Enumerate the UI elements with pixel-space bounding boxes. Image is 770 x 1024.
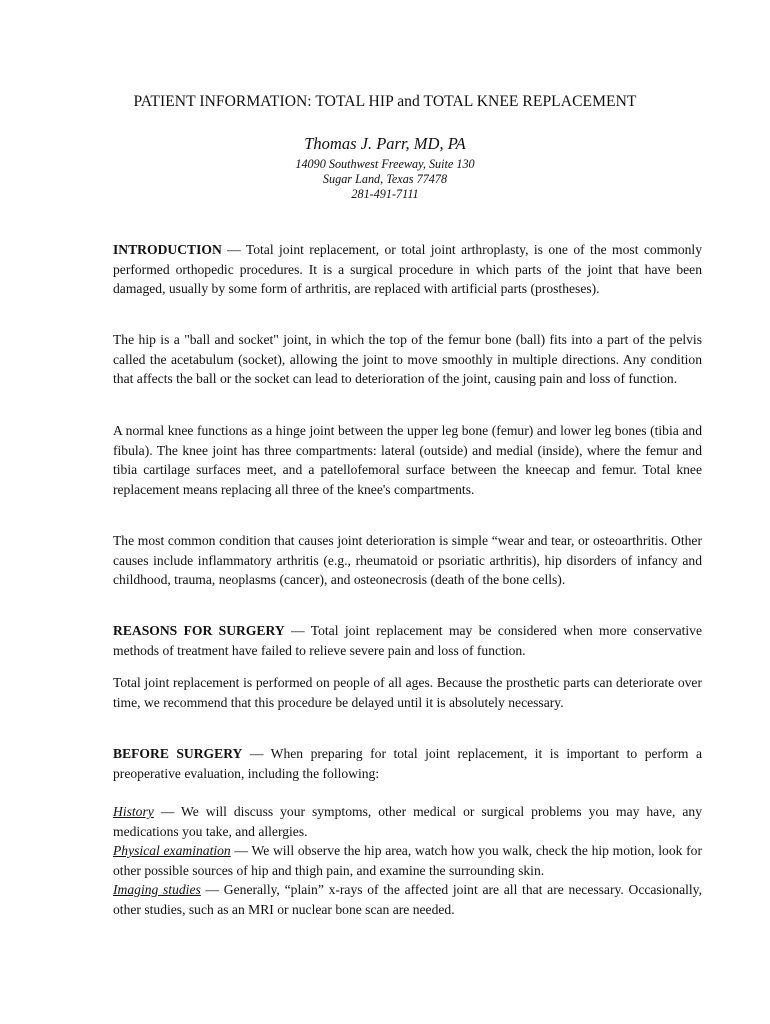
introduction-text: — Total joint replacement, or total joint arthroplasty, is one of the most commonly performed orthopedic procedures. It is a surgical procedure in which parts of the joint that have been damaged, usually by some form of arthritis, are replaced with artificial parts (prostheses). [113,242,702,297]
reasons-heading: REASONS FOR SURGERY [113,623,285,638]
imaging-text: — Generally, “plain” x-rays of the affected joint are all that are necessary. Occasionally, other studies, such as an MRI or nuclear bone scan are needed. [113,882,702,917]
address-line-1: 14090 Southwest Freeway, Suite 130 [295,157,475,171]
address-line-2: Sugar Land, Texas 77478 [322,172,448,186]
author-name: Thomas J. Parr, MD, PA [304,134,466,153]
reasons-paragraph [113,621,702,660]
document-title: PATIENT INFORMATION: TOTAL HIP and TOTAL KNEE REPLACEMENT [133,93,637,110]
before-surgery-paragraph [113,744,702,783]
before-surgery-text: — When preparing for total joint replacement, it is important to perform a preoperative evaluation, including the following: [113,746,702,781]
hip-paragraph: The hip is a "ball and socket" joint, in which the top of the femur bone (ball) fits into a part of the pelvis called the acetabulum (socket), allowing the joint to move smoothly in multiple directions. Any condition that affects the ball or the socket can lead to deterioration of the joint, causing pain and loss of function. [113,332,702,387]
physical-exam-label: Physical examination [113,843,231,858]
history-label: History [113,804,154,819]
phone-number: 281-491-7111 [351,187,419,201]
history-text: — We will discuss your symptoms, other medical or surgical problems you may have, any medications you take, and allergies. [113,804,702,839]
physical-exam-text: — We will observe the hip area, watch how you walk, check the hip motion, look for other possible sources of hip and thigh pain, and examine the surrounding skin. [113,843,702,878]
before-surgery-heading: BEFORE SURGERY [113,746,243,761]
introduction-heading: INTRODUCTION [113,242,222,257]
reasons-text: — Total joint replacement may be considered when more conservative methods of treatment have failed to relieve severe pain and loss of function. [113,623,702,658]
history-item [113,802,702,841]
knee-paragraph: A normal knee functions as a hinge joint between the upper leg bone (femur) and lower leg bones (tibia and fibula). The knee joint has three compartments: lateral (outside) and medial (inside), where the femur and tibia cartilage surfaces meet, and a patellofemoral surface between the kneecap and femur. Total knee replacement means replacing all three of the knee's compartments. [113,423,702,497]
condition-paragraph: The most common condition that causes joint deterioration is simple “wear and tear, or osteoarthritis. Other causes include inflammatory arthritis (e.g., rheumatoid or psoriatic arthritis), hip disorders of infancy and childhood, trauma, neoplasms (cancer), and osteonecrosis (death of the bone cells). [113,533,702,588]
imaging-label: Imaging studies [113,882,201,897]
introduction-paragraph [113,240,702,299]
ages-paragraph: Total joint replacement is performed on people of all ages. Because the prosthetic parts can deteriorate over time, we recommend that this procedure be delayed until it is absolutely necessary. [113,675,702,710]
imaging-item [113,880,702,919]
physical-exam-item [113,841,702,880]
